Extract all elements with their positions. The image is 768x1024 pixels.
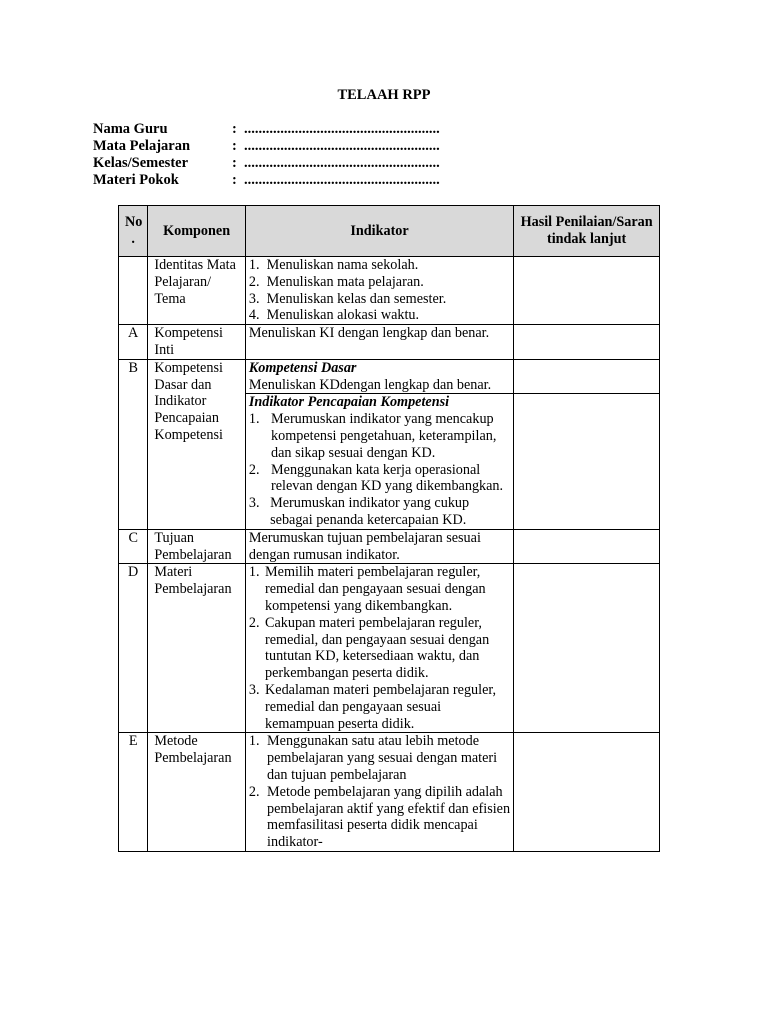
list-item: 2. Metode pembelajaran yang dipilih adalah pembelajaran aktif yang efektif dan efisien memfasilitasi peserta didik mencapai indikator- <box>248 783 511 851</box>
info-row-mata-pelajaran <box>93 138 440 155</box>
row-komponen: Kompetensi Dasar dan Indikator Pencapaian Kompetensi <box>148 359 246 529</box>
header-komponen: Komponen <box>148 206 246 257</box>
info-colon: : <box>232 121 237 137</box>
row-no: A <box>119 325 148 360</box>
row-indikator: Merumuskan tujuan pembelajaran sesuai dengan rumusan indikator. <box>245 529 513 564</box>
table-row <box>119 359 660 394</box>
row-komponen: Materi Pembelajaran <box>148 564 246 733</box>
row-no: D <box>119 564 148 733</box>
table-row <box>119 325 660 360</box>
table-row <box>119 257 660 325</box>
info-row-materi-pokok <box>93 172 440 189</box>
info-value-blank: ...................................................... <box>244 172 440 188</box>
kd-text: Menuliskan KDdengan lengkap dan benar. <box>248 376 492 393</box>
row-hasil-cell[interactable] <box>514 325 660 360</box>
row-hasil-cell[interactable] <box>514 529 660 564</box>
kd-subtitle: Kompetensi Dasar <box>248 359 357 376</box>
info-label: Materi Pokok <box>93 172 179 188</box>
header-indikator: Indikator <box>245 206 513 257</box>
table-header-row <box>119 206 660 257</box>
row-komponen: Identitas Mata Pelajaran/ Tema <box>148 257 246 325</box>
table-row <box>119 733 660 852</box>
row-hasil-cell[interactable] <box>514 394 660 529</box>
telaah-table <box>118 205 660 852</box>
list-item: 3. Menuliskan kelas dan semester. <box>248 290 447 307</box>
list-item: 1. Memilih materi pembelajaran reguler, remedial dan pengayaan sesuai dengan kompetensi yang dikembangkan. <box>248 564 486 614</box>
list-item: 1. Menggunakan satu atau lebih metode pembelajaran yang sesuai dengan materi dan tujuan pembelajaran <box>248 733 498 783</box>
list-item: 4. Menuliskan alokasi waktu. <box>248 307 420 324</box>
row-komponen: Kompetensi Inti <box>148 325 246 360</box>
list-item: 3. Kedalaman materi pembelajaran reguler, remedial dan pengayaan sesuai kemampuan peserta didik. <box>248 681 497 732</box>
row-hasil-cell[interactable] <box>514 359 660 394</box>
list-item: 2. Menuliskan mata pelajaran. <box>248 273 424 290</box>
info-value-blank: ...................................................... <box>244 138 440 154</box>
header-no: No . <box>119 206 148 257</box>
list-item: 3. Merumuskan indikator yang cukup sebagai penanda ketercapaian KD. <box>248 495 470 528</box>
table-row <box>119 529 660 564</box>
list-item: 1. Menuliskan nama sekolah. <box>248 257 419 273</box>
row-no <box>119 257 148 325</box>
row-indikator-kd <box>245 359 513 394</box>
document-title: TELAAH RPP <box>337 87 431 103</box>
ipk-subtitle: Indikator Pencapaian Kompetensi <box>248 394 450 411</box>
info-colon: : <box>232 155 237 171</box>
row-hasil-cell[interactable] <box>514 564 660 733</box>
row-no: B <box>119 359 148 529</box>
row-komponen: Tujuan Pembelajaran <box>148 529 246 564</box>
row-indikator: Menuliskan KI dengan lengkap dan benar. <box>245 325 513 360</box>
info-colon: : <box>232 172 237 188</box>
list-item: 2. Menggunakan kata kerja operasional relevan dengan KD yang dikembangkan. <box>248 461 504 495</box>
row-hasil-cell[interactable] <box>514 733 660 852</box>
row-indikator <box>245 564 513 733</box>
row-indikator-ipk <box>245 394 513 529</box>
row-no: E <box>119 733 148 852</box>
info-value-blank: ...................................................... <box>244 155 440 171</box>
list-item: 2. Cakupan materi pembelajaran reguler, remedial, dan pengayaan sesuai dengan tuntutan KD, ketersediaan waktu, dan perkembangan peserta didik. <box>248 614 490 682</box>
row-hasil-cell[interactable] <box>514 257 660 325</box>
table-row <box>119 564 660 733</box>
info-value-blank: ...................................................... <box>244 121 440 137</box>
row-komponen: Metode Pembelajaran <box>148 733 246 852</box>
info-label: Kelas/Semester <box>93 155 189 171</box>
teacher-info-block <box>93 121 440 189</box>
list-item: 1. Merumuskan indikator yang mencakup kompetensi pengetahuan, keterampilan, dan sikap sesuai dengan KD. <box>248 411 497 461</box>
row-no: C <box>119 529 148 564</box>
info-label: Nama Guru <box>93 121 168 137</box>
row-indikator <box>245 257 513 325</box>
info-label: Mata Pelajaran <box>93 138 191 154</box>
header-hasil: Hasil Penilaian/Saran tindak lanjut <box>514 206 660 257</box>
info-row-kelas-semester <box>93 155 440 172</box>
info-colon: : <box>232 138 237 154</box>
info-row-nama-guru <box>93 121 440 138</box>
row-indikator <box>245 733 513 852</box>
